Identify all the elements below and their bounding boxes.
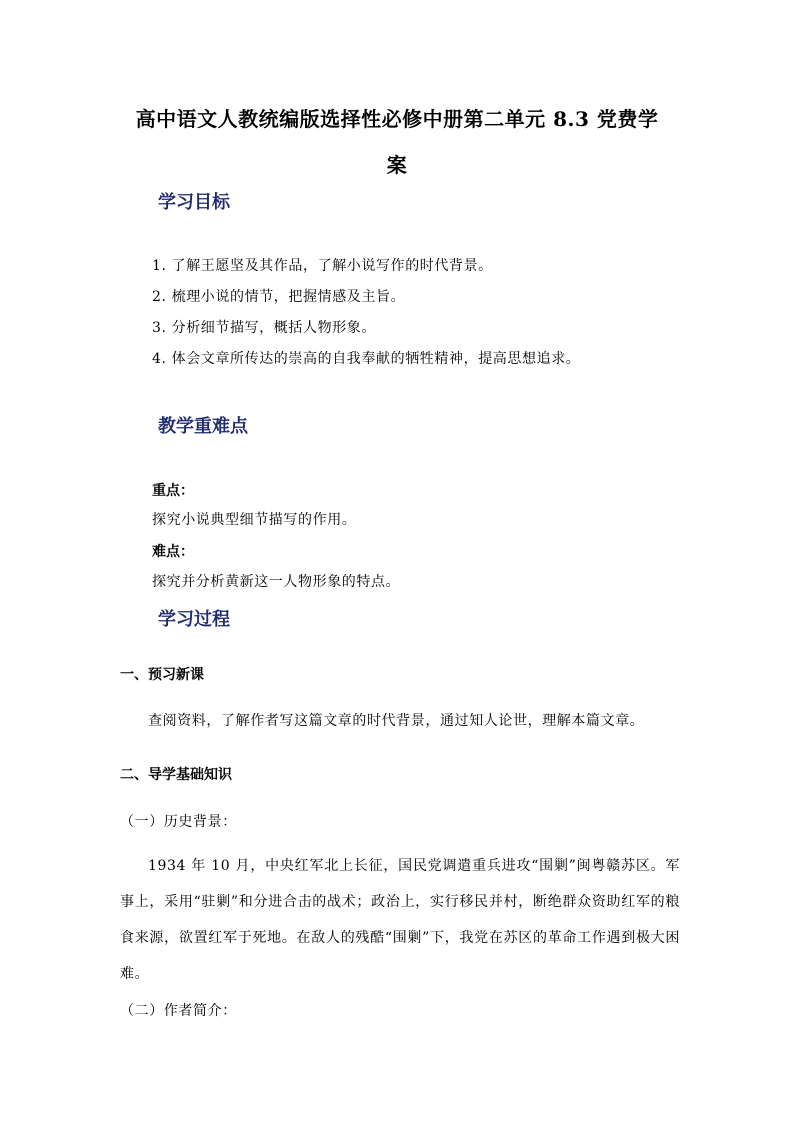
key-label: 重点： [152, 483, 194, 499]
sub2-heading: （二）作者简介： [120, 1003, 237, 1019]
history-paragraph: 1934 年 10 月，中央红军北上长征，国民党调遣重兵进攻“围剿”闽粤赣苏区。军事上，采用“驻剿”和分进合击的战术；政治上，实行移民并村，断绝群众资助红军的粮食来源，欲置红军于死地。在敌人的残酷“围剿”下，我党在苏区的革命工作遇到极大困难。 [120, 858, 680, 982]
process-heading: 学习过程 [158, 609, 230, 630]
objective-item-4: 4. 体会文章所传达的崇高的自我奉献的牺牲精神，提高思想追求。 [152, 351, 581, 367]
objectives-heading: 学习目标 [158, 192, 230, 213]
difficult-text: 探究并分析黄新这一人物形象的特点。 [152, 574, 401, 590]
objective-item-3: 3. 分析细节描写，概括人物形象。 [152, 320, 377, 336]
sub1-heading: （一）历史背景： [120, 814, 237, 830]
title-line-2: 案 [386, 153, 408, 177]
objective-item-2: 2. 梳理小说的情节，把握情感及主旨。 [152, 289, 406, 305]
key-text: 探究小说典型细节描写的作用。 [152, 512, 357, 528]
part2-heading: 二、导学基础知识 [120, 767, 232, 783]
document-title [110, 96, 684, 188]
key-points-heading: 教学重难点 [158, 416, 248, 437]
part1-heading: 一、预习新课 [120, 667, 204, 683]
difficult-label: 难点： [152, 544, 194, 560]
part1-text: 查阅资料，了解作者写这篇文章的时代背景，通过知人论世，理解本篇文章。 [148, 713, 645, 729]
title-line-1: 高中语文人教统编版选择性必修中册第二单元 8.3 党费学 [135, 107, 659, 131]
objective-item-1: 1. 了解王愿坚及其作品，了解小说写作的时代背景。 [152, 258, 493, 274]
